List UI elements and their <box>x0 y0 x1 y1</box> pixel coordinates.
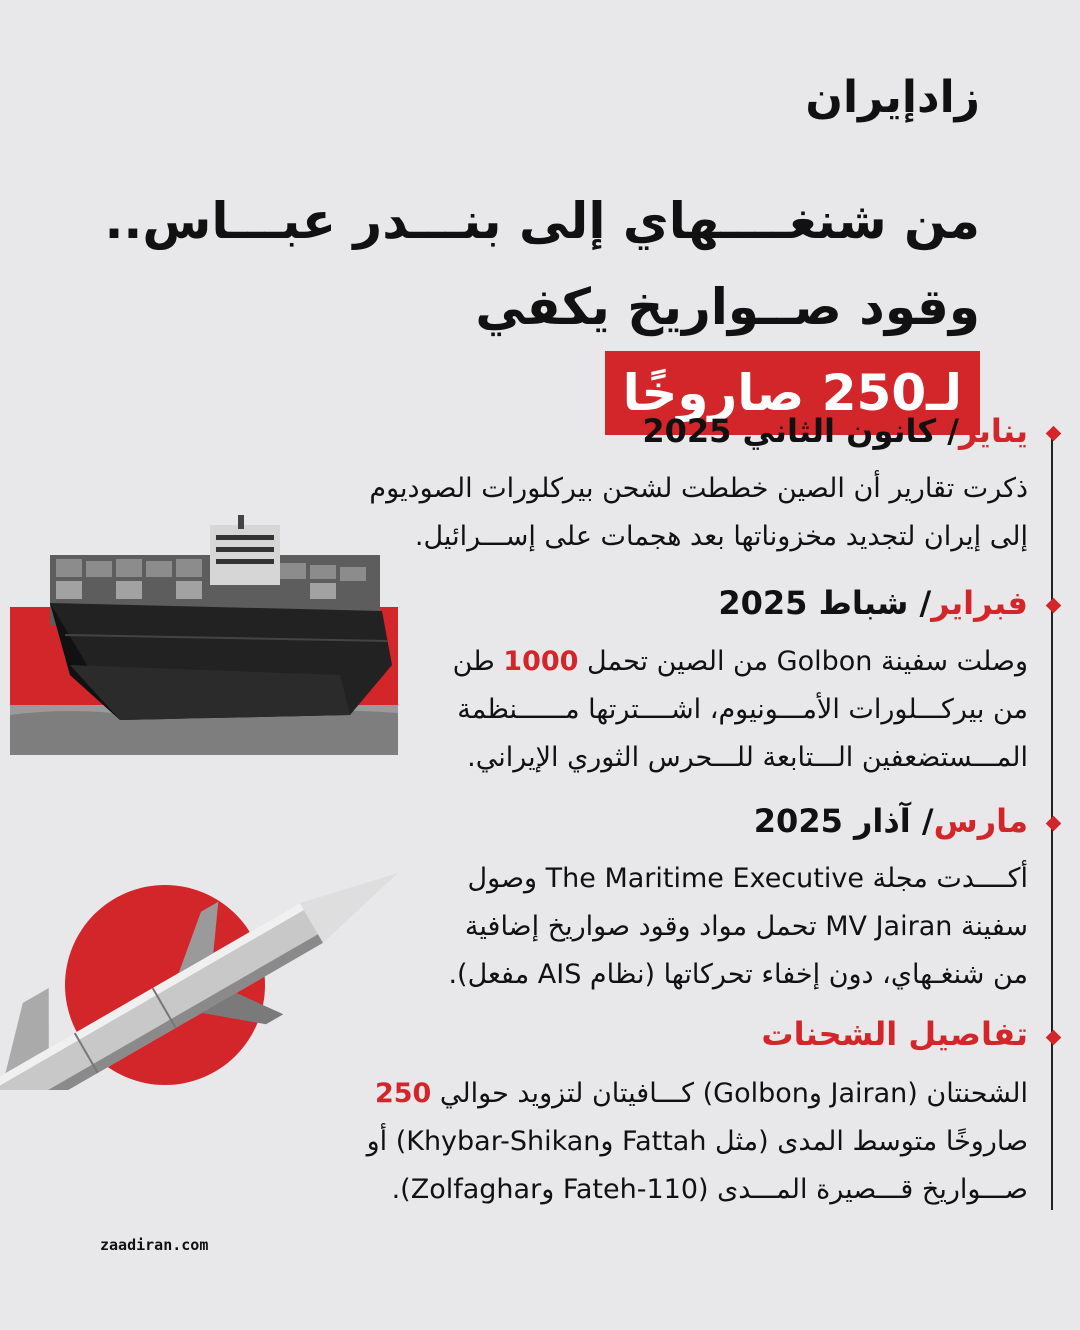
title-line-1: من شنغــــهاي إلى بنـــدر عبـــاس.. <box>104 192 980 250</box>
section-heading <box>754 802 1028 840</box>
body-text: طن <box>452 646 504 677</box>
title-highlight: لـ250 صاروخًا <box>605 351 980 435</box>
body-line <box>367 1070 1028 1118</box>
accent-number: 1000 <box>503 646 579 677</box>
section-heading <box>761 1015 1028 1053</box>
body-line: سفينة MV Jairan تحمل مواد وقود صواريخ إضافية <box>464 911 1028 942</box>
section-heading-text: تفاصيل الشحنات <box>761 1015 1028 1053</box>
title-line-2 <box>100 264 980 436</box>
section-body <box>448 855 1028 999</box>
body-line <box>453 638 1028 686</box>
body-line: من شنغـهاي، دون إخفاء تحركاتها (نظام AIS مفعل). <box>448 959 1028 990</box>
timeline-diamond-icon <box>1046 598 1062 614</box>
page-title <box>100 178 980 436</box>
month-label: مارس <box>933 802 1028 840</box>
month-label: فبراير <box>931 584 1028 622</box>
body-line: صـــواريخ قـــصيرة المـــدى (Fateh-110 وZolfaghar). <box>391 1174 1028 1205</box>
month-rest: / شباط 2025 <box>718 584 932 622</box>
body-line: إلى إيران لتجديد مخزوناتها بعد هجمات على إســـرائيل. <box>414 521 1028 552</box>
section-body <box>367 1070 1028 1214</box>
accent-number: 250 <box>374 1078 432 1109</box>
section-body <box>369 465 1028 561</box>
month-rest: / آذار 2025 <box>753 802 934 840</box>
timeline-diamond-icon <box>1046 816 1062 832</box>
body-text: وصلت سفينة Golbon من الصين تحمل <box>578 646 1028 677</box>
section-heading <box>718 584 1028 622</box>
brand-logo: زادإيران <box>805 72 980 123</box>
timeline-diamond-icon <box>1046 1030 1062 1046</box>
month-rest: / كانون الثاني 2025 <box>642 412 959 450</box>
body-line: ذكرت تقارير أن الصين خططت لشحن بيركلورات الصوديوم <box>369 473 1028 504</box>
body-line: من بيركـــلورات الأمـــونيوم، اشــــترتها مــــــنظمة <box>457 694 1028 725</box>
missile-image <box>0 850 400 1090</box>
body-line: صاروخًا متوسط المدى (مثل Fattah وKhybar-Shikan) أو <box>366 1126 1028 1157</box>
body-text: الشحنتان (Jairan وGolbon) كـــافيتان لتزويد حوالي <box>431 1078 1028 1109</box>
website-url[interactable]: zaadiran.com <box>100 1236 209 1254</box>
body-line: أكــــدت مجلة The Maritime Executive وصول <box>467 863 1028 894</box>
timeline-diamond-icon <box>1046 426 1062 442</box>
section-heading <box>642 412 1028 450</box>
body-line: المـــستضعفين الـــتابعة للـــحرس الثوري الإيراني. <box>467 742 1028 773</box>
month-label: يناير <box>958 412 1028 450</box>
cargo-ship-image <box>10 515 400 755</box>
title-line-2-main: وقود صــواريخ يكفي <box>475 278 980 336</box>
section-body <box>453 638 1028 782</box>
